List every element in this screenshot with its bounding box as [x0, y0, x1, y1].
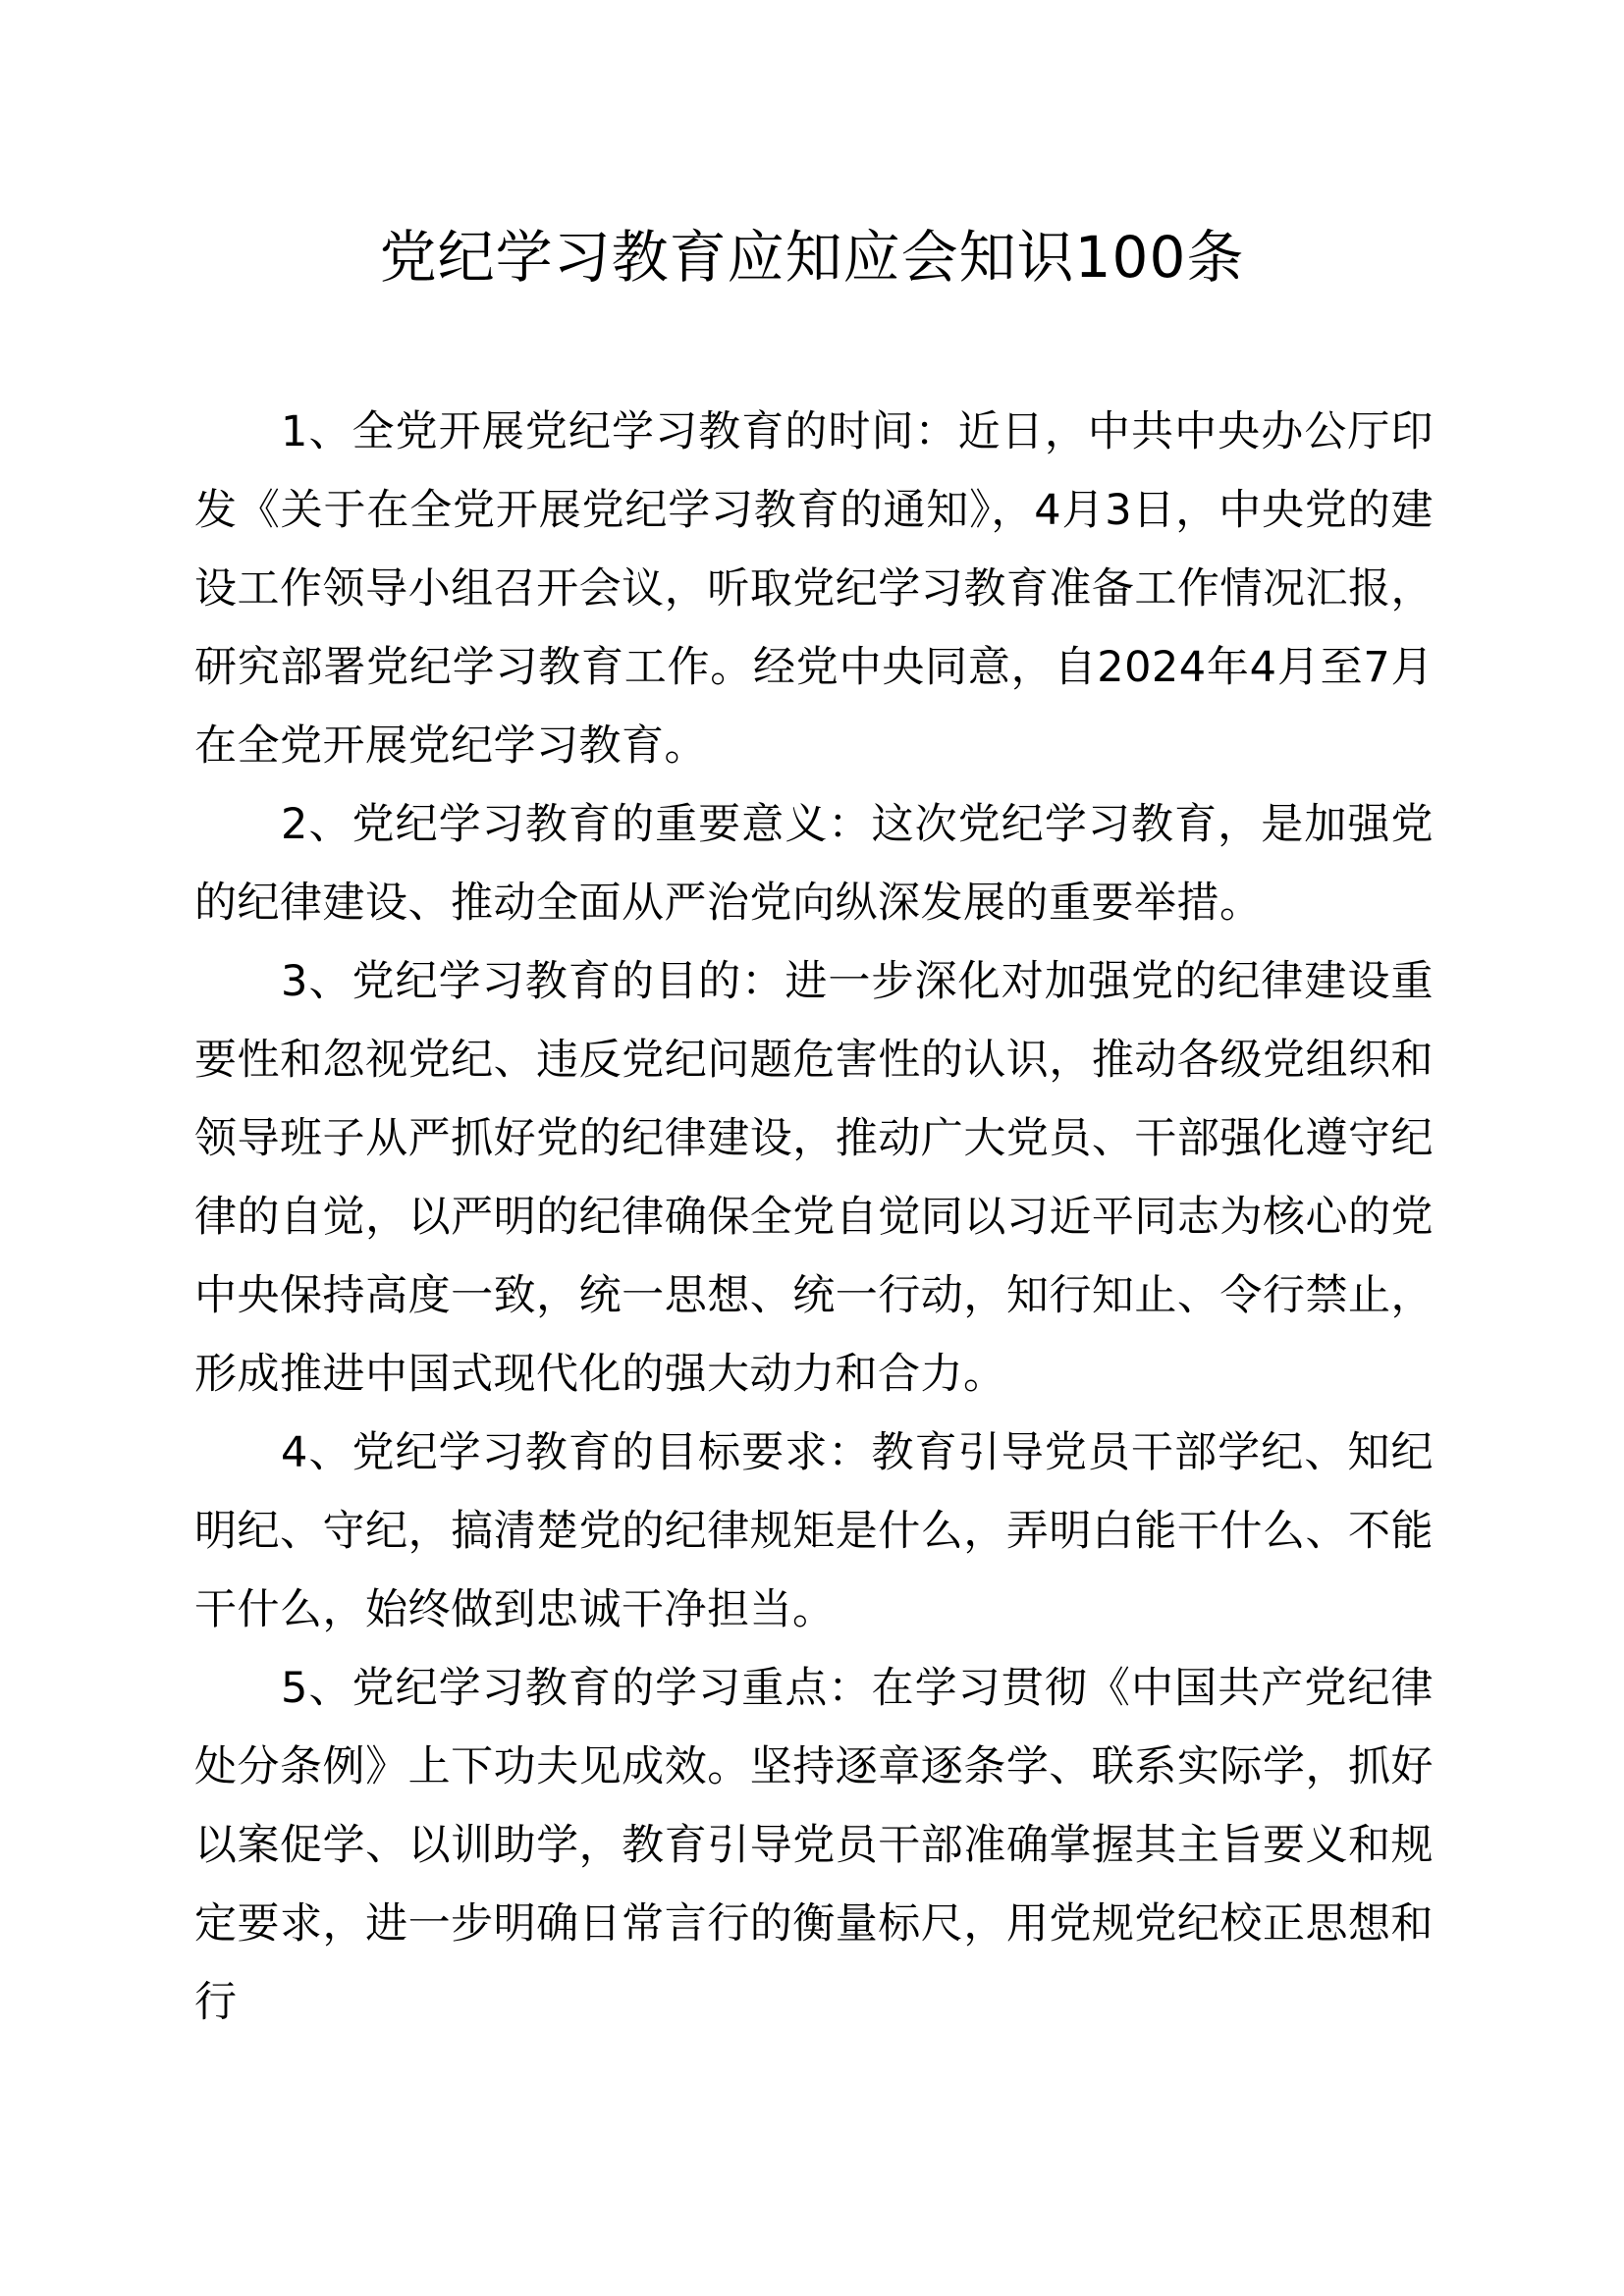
paragraph-3: 3、党纪学习教育的目的：进一步深化对加强党的纪律建设重要性和忽视党纪、违反党纪问题危害性的认识，推动各级党组织和领导班子从严抓好党的纪律建设，推动广大党员、干部强化遵守纪律的自觉，以严明的纪律确保全党自觉同以习近平同志为核心的党中央保持高度一致，统一思想、统一行动，知行知止、令行禁止，形成推进中国式现代化的强大动力和合力。 [194, 957, 1434, 1399]
document-title: 党纪学习教育应知应会知识100条 [379, 224, 1245, 291]
paragraph-1: 1、全党开展党纪学习教育的时间：近日，中共中央办公厅印发《关于在全党开展党纪学习教育的通知》，4月3日，中央党的建设工作领导小组召开会议，听取党纪学习教育准备工作情况汇报，研究部署党纪学习教育工作。经党中央同意，自2024年4月至7月在全党开展党纪学习教育。 [194, 407, 1434, 771]
document-body [194, 393, 1434, 2042]
paragraph-4: 4、党纪学习教育的目标要求：教育引导党员干部学纪、知纪明纪、守纪，搞清楚党的纪律规矩是什么，弄明白能干什么、不能干什么，始终做到忠诚干净担当。 [194, 1428, 1434, 1634]
paragraph-5: 5、党纪学习教育的学习重点：在学习贯彻《中国共产党纪律处分条例》上下功夫见成效。坚持逐章逐条学、联系实际学，抓好以案促学、以训助学，教育引导党员干部准确掌握其主旨要义和规定要求，进一步明确日常言行的衡量标尺，用党规党纪校正思想和行 [194, 1664, 1434, 2027]
paragraph-2: 2、党纪学习教育的重要意义：这次党纪学习教育，是加强党的纪律建设、推动全面从严治党向纵深发展的重要举措。 [194, 800, 1434, 928]
